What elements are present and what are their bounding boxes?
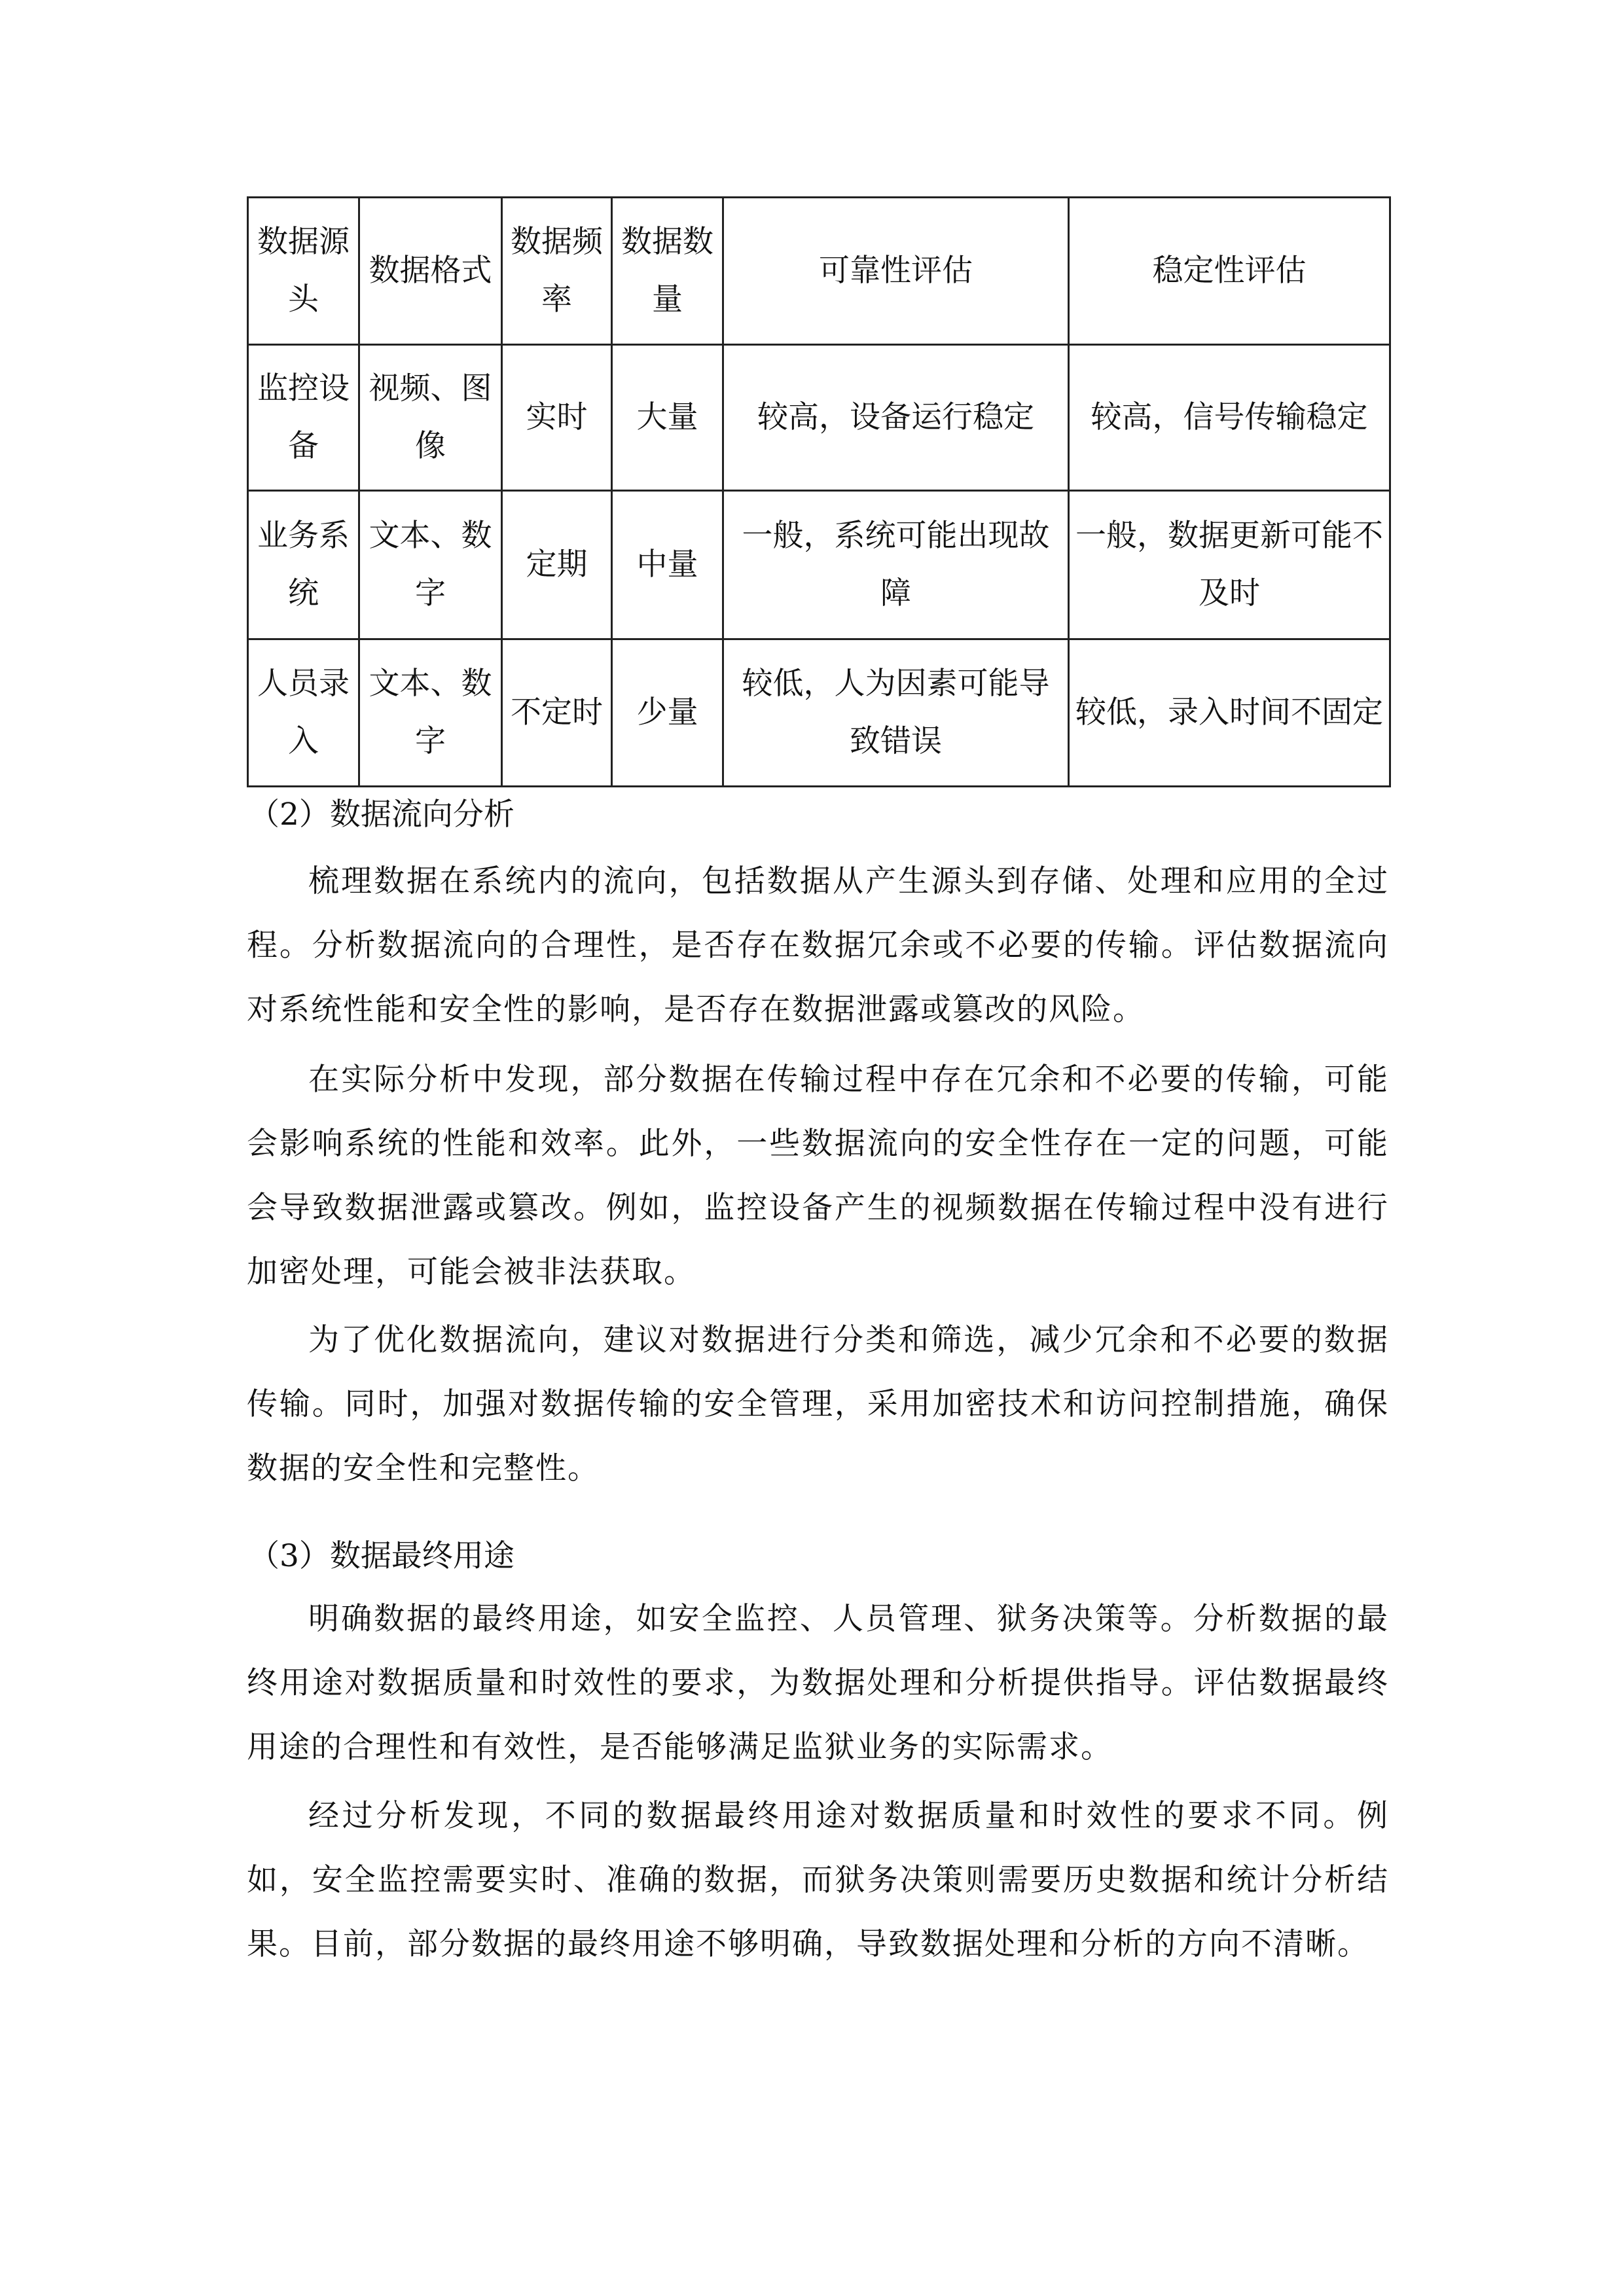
header-cell: 数据源头 xyxy=(248,198,359,345)
table-cell: 监控设备 xyxy=(248,345,359,491)
header-cell: 稳定性评估 xyxy=(1069,198,1390,345)
table-cell: 较高，设备运行稳定 xyxy=(723,345,1069,491)
table-cell: 较高，信号传输稳定 xyxy=(1069,345,1390,491)
table-cell: 不定时 xyxy=(502,639,612,787)
table-cell: 一般，系统可能出现故障 xyxy=(723,491,1069,639)
table-row xyxy=(248,345,1390,491)
header-cell: 可靠性评估 xyxy=(723,198,1069,345)
table-header-row xyxy=(248,198,1390,345)
table-row xyxy=(248,491,1390,639)
header-cell: 数据格式 xyxy=(359,198,502,345)
table-cell: 大量 xyxy=(612,345,723,491)
data-source-table xyxy=(247,196,1391,787)
paragraph: 梳理数据在系统内的流向，包括数据从产生源头到存储、处理和应用的全过程。分析数据流向的合理性，是否存在数据冗余或不必要的传输。评估数据流向对系统性能和安全性的影响，是否存在数据泄露或篡改的风险。 xyxy=(247,863,1389,1028)
paragraph: 明确数据的最终用途，如安全监控、人员管理、狱务决策等。分析数据的最终用途对数据质量和时效性的要求，为数据处理和分析提供指导。评估数据最终用途的合理性和有效性，是否能够满足监狱业务的实际需求。 xyxy=(247,1601,1389,1765)
paragraph: 在实际分析中发现，部分数据在传输过程中存在冗余和不必要的传输，可能会影响系统的性能和效率。此外，一些数据流向的安全性存在一定的问题，可能会导致数据泄露或篡改。例如，监控设备产生的视频数据在传输过程中没有进行加密处理，可能会被非法获取。 xyxy=(247,1062,1389,1290)
header-cell: 数据频率 xyxy=(502,198,612,345)
table-row xyxy=(248,639,1390,787)
table-cell: 业务系统 xyxy=(248,491,359,639)
table-cell: 较低，录入时间不固定 xyxy=(1069,639,1390,787)
table-cell: 实时 xyxy=(502,345,612,491)
table-cell: 中量 xyxy=(612,491,723,639)
table-cell: 视频、图像 xyxy=(359,345,502,491)
table-cell: 人员录入 xyxy=(248,639,359,787)
table-cell: 文本、数字 xyxy=(359,639,502,787)
paragraph: 经过分析发现，不同的数据最终用途对数据质量和时效性的要求不同。例如，安全监控需要实时、准确的数据，而狱务决策则需要历史数据和统计分析结果。目前，部分数据的最终用途不够明确，导致数据处理和分析的方向不清晰。 xyxy=(247,1798,1389,1962)
table-cell: 定期 xyxy=(502,491,612,639)
paragraph: 为了优化数据流向，建议对数据进行分类和筛选，减少冗余和不必要的数据传输。同时，加强对数据传输的安全管理，采用加密技术和访问控制措施，确保数据的安全性和完整性。 xyxy=(247,1322,1389,1486)
table-cell: 一般，数据更新可能不及时 xyxy=(1069,491,1390,639)
table-cell: 少量 xyxy=(612,639,723,787)
section-heading-final-use: （3）数据最终用途 xyxy=(249,1538,514,1574)
table-cell: 较低，人为因素可能导致错误 xyxy=(723,639,1069,787)
section-heading-data-flow: （2）数据流向分析 xyxy=(249,797,514,833)
header-cell: 数据数量 xyxy=(612,198,723,345)
table-cell: 文本、数字 xyxy=(359,491,502,639)
